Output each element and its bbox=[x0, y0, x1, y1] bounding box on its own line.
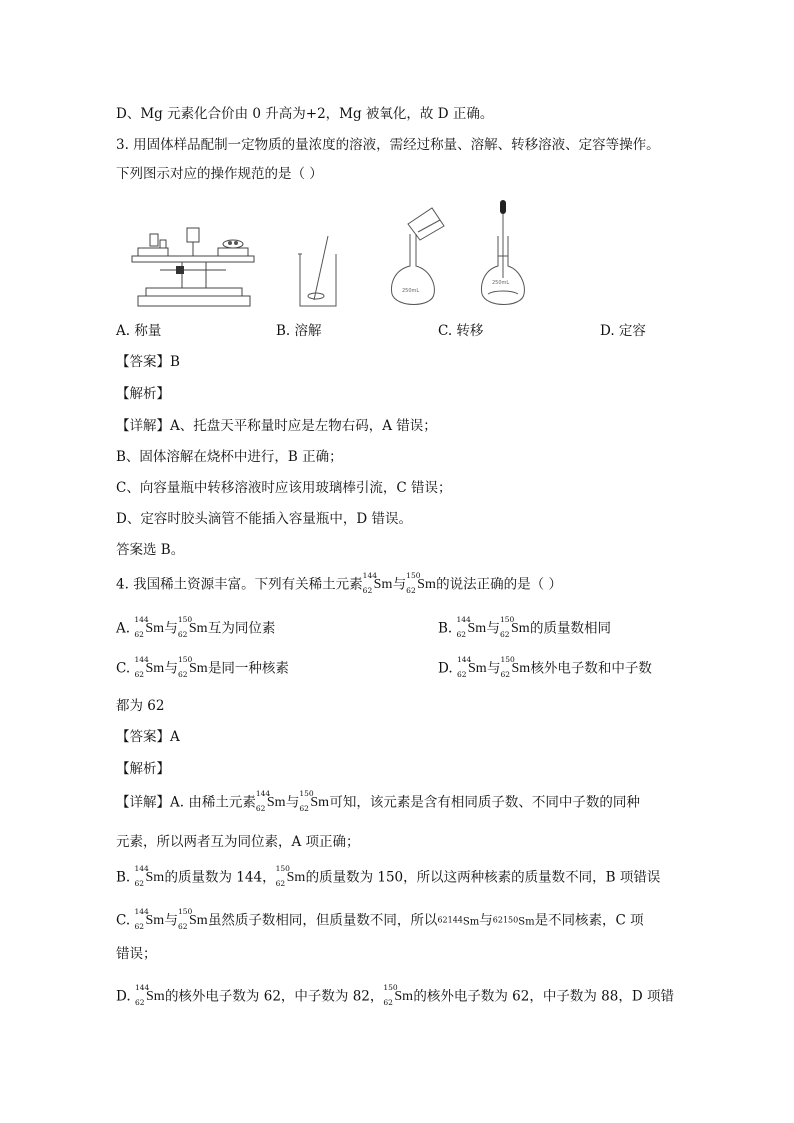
q3-answer: 【答案】B bbox=[116, 354, 180, 370]
q4-stem-text-1: 4. 我国稀土资源丰富。下列有关稀土元素 bbox=[116, 576, 363, 593]
q3-option-a: A. 称量 bbox=[116, 323, 162, 339]
flask-capacity-label-c: 250mL bbox=[402, 288, 420, 294]
q3-detail-a: 【详解】A、托盘天平称量时应是左物右码，A 错误； bbox=[116, 418, 437, 434]
q3-analysis-heading: 【解析】 bbox=[116, 386, 170, 402]
q4-option-b: B. 144 62 Sm 与 150 62 Sm 的质量数相同 bbox=[438, 615, 612, 639]
transfer-figure bbox=[388, 204, 448, 310]
q4-detail-a-line-1: 【详解】A. 由稀土元素 144 62 Sm 与 150 62 Sm 可知，该元素是含有相同质子数、不同中子数的同种 bbox=[116, 789, 640, 813]
q4-stem-text-3: 的说法正确的是（ ） bbox=[436, 576, 562, 593]
q4-option-d-continuation: 都为 62 bbox=[116, 698, 165, 714]
balance-figure bbox=[130, 222, 256, 310]
q4-stem bbox=[116, 572, 562, 598]
q3-option-c: C. 转移 bbox=[438, 323, 484, 339]
q3-stem-line-1: 3. 用固体样品配制一定物质的量浓度的溶液，需经过称量、溶解、转移溶液、定容等操作。 bbox=[116, 137, 660, 153]
flask-capacity-label-d: 250mL bbox=[492, 280, 510, 286]
fixing-volume-figure bbox=[480, 198, 528, 310]
q3-detail-d: D、定容时胶头滴管不能插入容量瓶中，D 错误。 bbox=[116, 511, 412, 527]
q4-stem-text-2: 与 bbox=[392, 576, 407, 593]
q3-detail-c: C、向容量瓶中转移溶液时应该用玻璃棒引流，C 错误； bbox=[116, 480, 452, 496]
q4-option-c: C. 144 62 Sm 与 150 62 Sm 是同一种核素 bbox=[116, 655, 289, 679]
q4-analysis-heading: 【解析】 bbox=[116, 761, 170, 777]
q3-stem-line-2: 下列图示对应的操作规范的是（ ） bbox=[116, 166, 323, 182]
q3-option-b: B. 溶解 bbox=[276, 323, 322, 339]
q4-detail-d: D. 144 62 Sm 的核外电子数为 62，中子数为 82， 150 62 Sm 的核外电子数为 62，中子数为 88，D 项错 bbox=[116, 983, 674, 1007]
q4-option-a: A. 144 62 Sm 与 150 62 Sm 互为同位素 bbox=[116, 615, 276, 639]
nuclide-sm144: 144 62 Sm bbox=[362, 571, 393, 595]
beaker-figure bbox=[296, 234, 340, 310]
q3-conclusion: 答案选 B。 bbox=[116, 542, 185, 558]
nuclide-sm150: 150 62 Sm bbox=[406, 571, 436, 595]
q4-option-d: D. 144 62 Sm 与 150 62 Sm 核外电子数和中子数 bbox=[438, 655, 652, 679]
q3-detail-b: B、固体溶解在烧杯中进行，B 正确； bbox=[116, 449, 343, 465]
q4-answer: 【答案】A bbox=[116, 729, 180, 745]
q4-detail-a-line-2: 元素，所以两者互为同位素，A 项正确； bbox=[116, 834, 360, 850]
q4-detail-c-line-1: C. 144 62 Sm 与 150 62 Sm 虽然质子数相同，但质量数不同，所以62144Sm与62150Sm是不同核素，C 项 bbox=[116, 907, 644, 931]
q3-option-d: D. 定容 bbox=[600, 323, 646, 339]
q4-detail-b: B. 144 62 Sm 的质量数为 144， 150 62 Sm 的质量数为 150，所以这两种核素的质量数不同，B 项错误 bbox=[116, 864, 661, 888]
q4-detail-c-line-2: 错误； bbox=[116, 946, 157, 962]
q2-option-d-explanation: D、Mg 元素化合价由 0 升高为+2，Mg 被氧化，故 D 正确。 bbox=[116, 106, 494, 122]
